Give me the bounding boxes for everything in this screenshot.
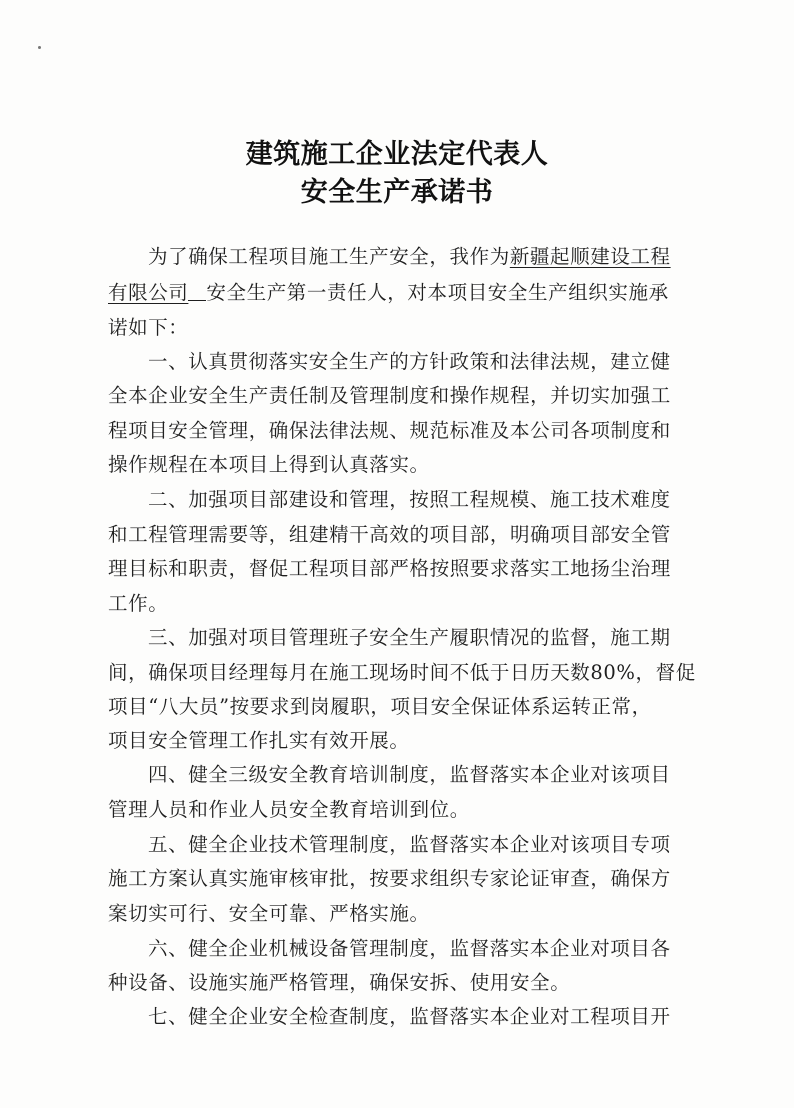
company-name-part-1: 新疆起顺建设工程 xyxy=(509,245,671,268)
item-4-line-2: 管理人员和作业人员安全教育培训到位。 xyxy=(108,798,470,821)
document-title-line-1: 建筑施工企业法定代表人 xyxy=(245,139,549,170)
item-4-line-1: 四、健全三级安全教育培训制度，监督落实本企业对该项目 xyxy=(148,763,671,786)
item-1-line-1: 一、认真贯彻落实安全生产的方针政策和法律法规，建立健 xyxy=(148,350,671,373)
item-3-line-3: 项目“八大员”按要求到岗履职，项目安全保证体系运转正常， xyxy=(108,695,652,718)
intro-prefix: 为了确保工程项目施工生产安全，我作为 xyxy=(148,245,510,268)
item-1-line-2: 全本企业安全生产责任制及管理制度和操作规程，并切实加强工 xyxy=(108,384,671,407)
intro-line-3: 诺如下： xyxy=(108,316,189,339)
item-2-line-4: 工作。 xyxy=(108,592,169,615)
item-3-line-2: 间，确保项目经理每月在施工现场时间不低于日历天数80%，督促 xyxy=(108,661,696,684)
item-1-line-3: 程项目安全管理，确保法律法规、规范标准及本公司各项制度和 xyxy=(108,419,671,442)
item-5-line-2: 施工方案认真实施审核审批，按要求组织专家论证审查，确保方 xyxy=(108,867,671,890)
item-6-line-1: 六、健全企业机械设备管理制度，监督落实本企业对项目各 xyxy=(148,937,671,960)
item-1-line-4: 操作规程在本项目上得到认真落实。 xyxy=(108,453,430,476)
item-2-line-3: 理目标和职责，督促工程项目部严格按照要求落实工地扬尘治理 xyxy=(108,557,671,580)
item-2-line-1: 二、加强项目部建设和管理，按照工程规模、施工技术难度 xyxy=(148,488,671,511)
item-5-line-1: 五、健全企业技术管理制度，监督落实本企业对该项目专项 xyxy=(148,833,671,856)
intro-line-1 xyxy=(148,244,671,270)
intro-line-2 xyxy=(108,280,669,306)
company-name-part-2: 有限公司 xyxy=(108,281,189,304)
item-3-line-1: 三、加强对项目管理班子安全生产履职情况的监督，施工期 xyxy=(148,626,671,649)
item-6-line-2: 种设备、设施实施严格管理，确保安拆、使用安全。 xyxy=(108,971,571,994)
scan-speck xyxy=(38,46,41,49)
underline-blank xyxy=(188,280,206,301)
item-5-line-3: 案切实可行、安全可靠、严格实施。 xyxy=(108,902,430,925)
intro-after-company: 安全生产第一责任人，对本项目安全生产组织实施承 xyxy=(206,281,669,304)
item-7-line-1: 七、健全企业安全检查制度，监督落实本企业对工程项目开 xyxy=(148,1005,671,1028)
document-title-line-2: 安全生产承诺书 xyxy=(300,177,494,208)
item-2-line-2: 和工程管理需要等，组建精干高效的项目部，明确项目部安全管 xyxy=(108,523,671,546)
item-3-line-4: 项目安全管理工作扎实有效开展。 xyxy=(108,729,410,752)
